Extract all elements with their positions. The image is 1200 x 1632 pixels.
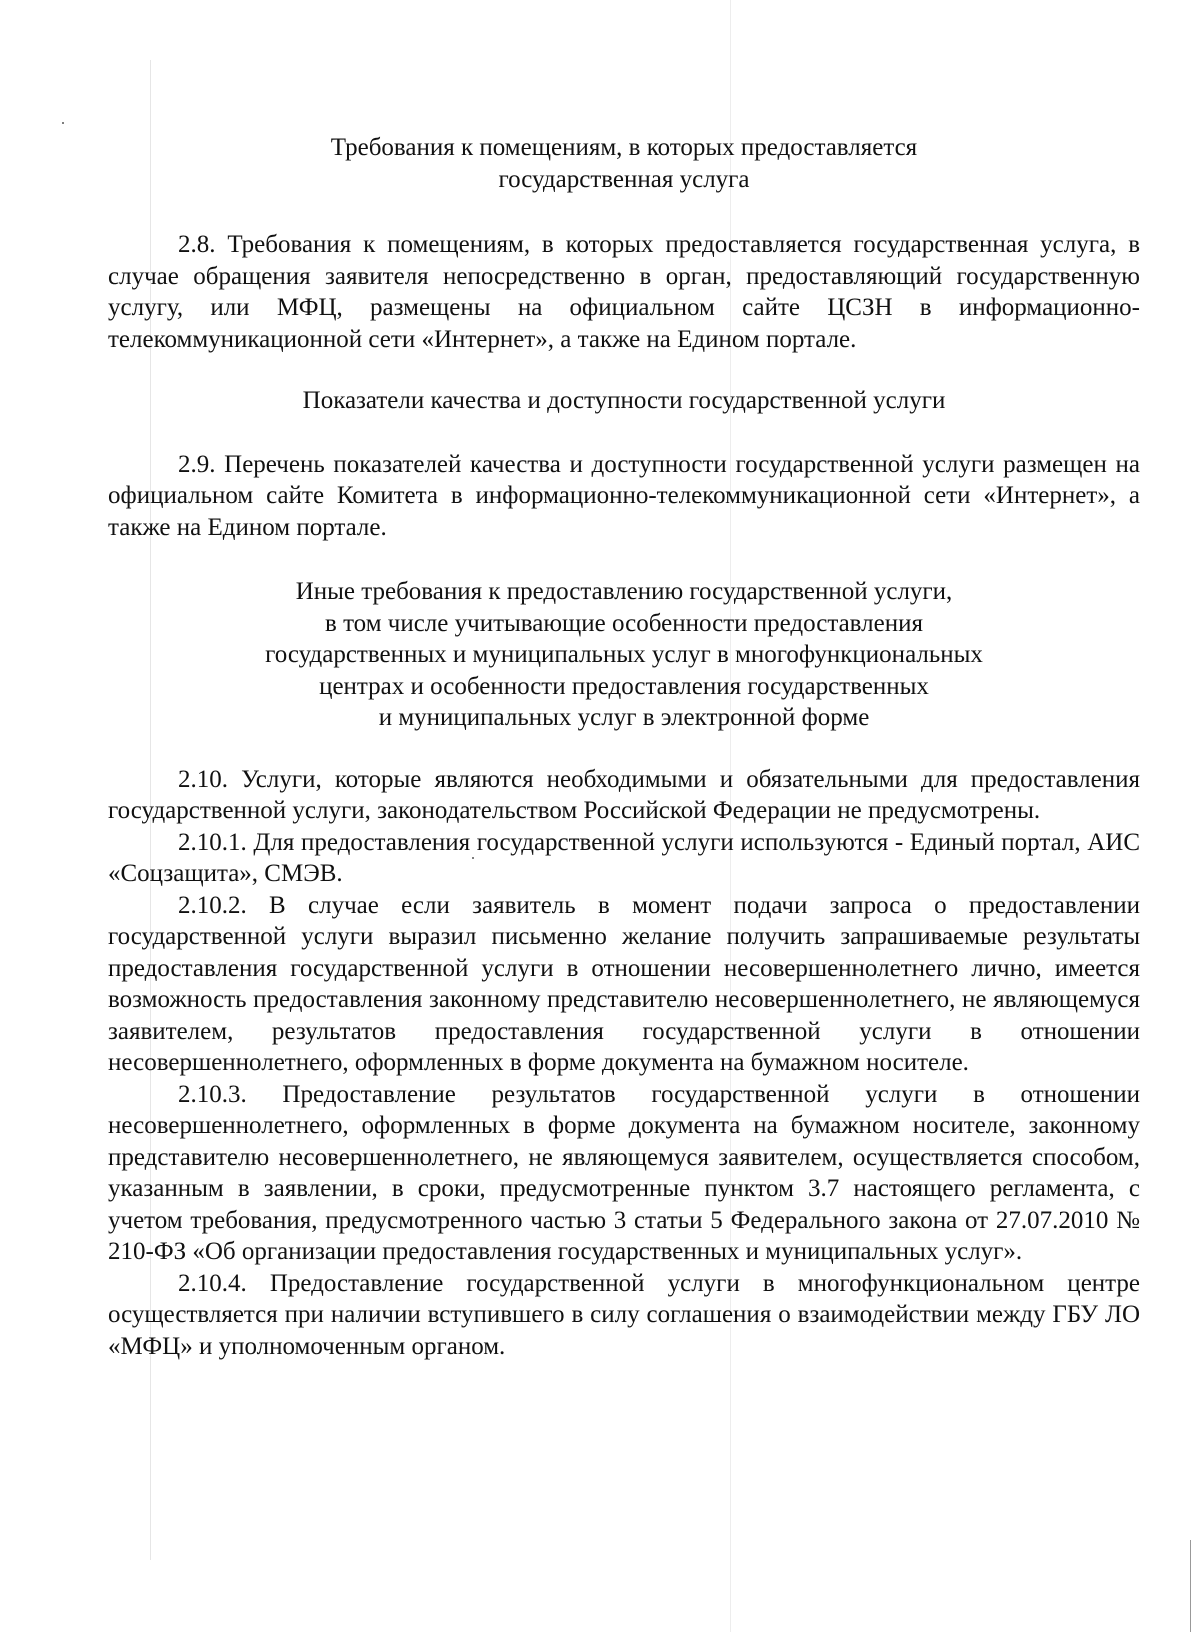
paragraph-2-8: 2.8. Требования к помещениям, в которых предоставляется государственная услуга, в случае обращения заявителя непосредственно в орган, предоставляющий государственную услугу, или МФЦ, размещены на официальном сайте ЦСЗН в информационно-телекоммуникационной сети «Интернет», а также на Едином портале. (108, 231, 1140, 353)
heading-line: в том числе учитывающие особенности предоставления (325, 609, 923, 637)
paragraph-2-9: 2.9. Перечень показателей качества и доступности государственной услуги размещен на официальном сайте Комитета в информационно-телекоммуникационной сети «Интернет», а также на Едином портале. (108, 450, 1140, 541)
heading-line: и муниципальных услуг в электронной форме (378, 704, 870, 731)
paragraph-2-10: 2.10. Услуги, которые являются необходимыми и обязательными для предоставления государственной услуги, законодательством Российской Федерации не предусмотрены. (108, 765, 1140, 824)
heading-line: Требования к помещениям, в которых предоставляется (330, 134, 918, 161)
heading-line: центрах и особенности предоставления государственных (319, 672, 929, 700)
scan-line-right-edge (1190, 1540, 1191, 1632)
heading-line: Показатели качества и доступности государственной услуги (302, 387, 946, 414)
section-heading (108, 385, 1140, 417)
section-heading (108, 132, 1140, 195)
heading-line: Иные требования к предоставлению государственной услуги, (295, 578, 953, 605)
heading-line: государственная услуга (498, 165, 750, 193)
section-heading (108, 576, 1140, 734)
heading-line: государственных и муниципальных услуг в многофункциональных (265, 641, 983, 668)
paragraph-2-10-2: 2.10.2. В случае если заявитель в момент подачи запроса о предоставлении государственной услуги выразил письменно желание получить запрашиваемые результаты предоставления государственной услуги в отношении несовершеннолетнего лично, имеется возможность предоставления законному представителю несовершеннолетнего, не являющемуся заявителем, результатов предоставления государственной услуги в отношении несовершеннолетнего, оформленных в форме документа на бумажном носителе. (108, 891, 1140, 1076)
paragraph-2-10-4: 2.10.4. Предоставление государственной услуги в многофункциональном центре осуществляется при наличии вступившего в силу соглашения о взаимодействии между ГБУ ЛО «МФЦ» и уполномоченным органом. (108, 1269, 1140, 1360)
document-body (108, 132, 1140, 1362)
paragraph-2-10-3: 2.10.3. Предоставление результатов государственной услуги в отношении несовершеннолетнего, оформленных в форме документа на бумажном носителе, законному представителю несовершеннолетнего, не являющемуся заявителем, осуществляется способом, указанным в заявлении, в сроки, предусмотренные пунктом 3.7 настоящего регламента, с учетом требования, предусмотренного частью 3 статьи 5 Федерального закона от 27.07.2010 № 210-ФЗ «Об организации предоставления государственных и муниципальных услуг». (108, 1080, 1140, 1265)
paragraph-2-10-1: 2.10.1. Для предоставления государственной услуги используются - Единый портал, АИС «Соцзащита», СМЭВ. (108, 828, 1140, 887)
scan-dot (62, 122, 64, 124)
